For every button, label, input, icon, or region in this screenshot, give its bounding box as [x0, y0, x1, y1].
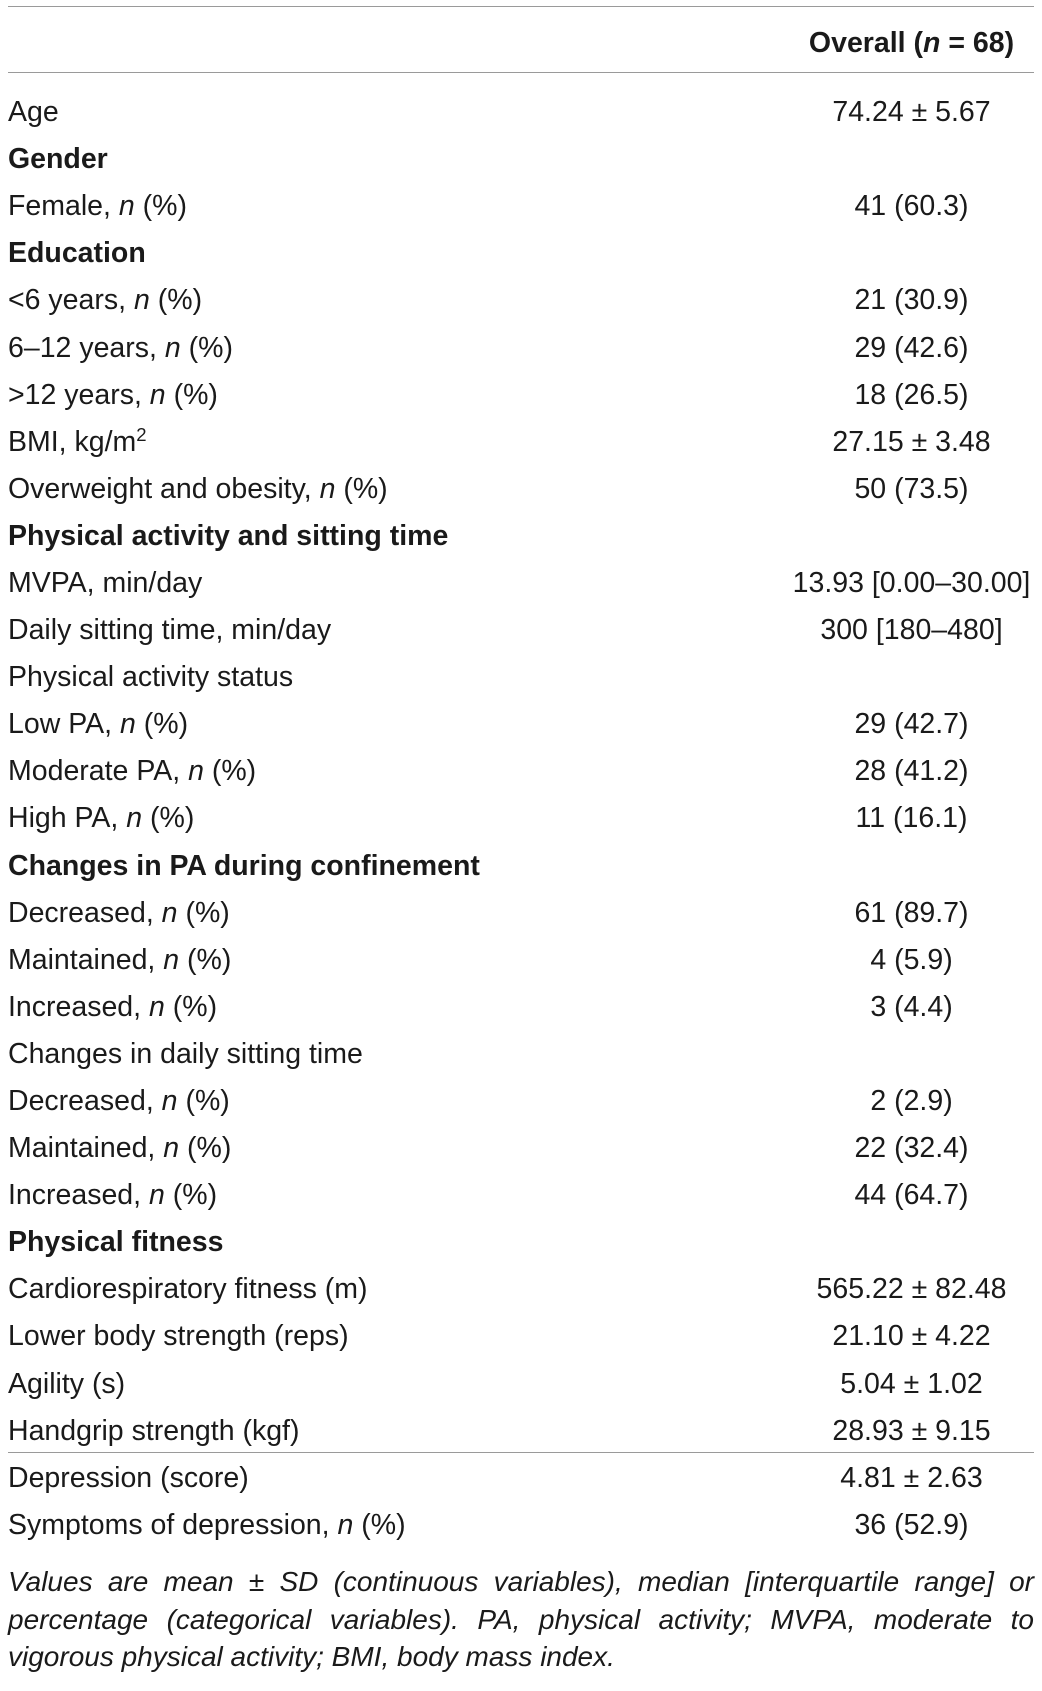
- row-label-text: Handgrip strength (kgf): [8, 1414, 300, 1447]
- section-header-row: [8, 513, 1034, 560]
- row-label-text: Cardiorespiratory fitness (m): [8, 1273, 368, 1306]
- row-label-suffix: (%): [335, 472, 388, 505]
- row-value: 18 (26.5): [854, 378, 969, 411]
- row-label: [8, 937, 789, 984]
- row-label: [8, 277, 789, 324]
- row-value: [789, 1031, 1034, 1078]
- header-overall-n: n: [922, 26, 941, 59]
- row-value: [789, 843, 1034, 890]
- row-label-italic: n: [188, 755, 204, 788]
- bottom-rule: [8, 1452, 1034, 1453]
- table-row: [8, 277, 1034, 324]
- row-value: [789, 654, 1034, 701]
- table-row: [8, 419, 1034, 466]
- row-label-text: <6 years,: [8, 284, 134, 317]
- table-row: [8, 701, 1034, 748]
- row-label: [8, 1408, 789, 1455]
- header-label-cell: [8, 10, 789, 76]
- row-label-text: Depression (score): [8, 1461, 249, 1494]
- header-overall-cell: [789, 10, 1034, 76]
- row-label: [8, 419, 789, 466]
- row-label-text: Overweight and obesity,: [8, 472, 320, 505]
- row-value: 29 (42.7): [854, 708, 969, 741]
- row-label-text: Gender: [8, 143, 108, 176]
- row-value: 21 (30.9): [854, 284, 969, 317]
- row-label-suffix: (%): [179, 943, 232, 976]
- spacer-row: [8, 76, 1034, 89]
- row-label-text: Low PA,: [8, 708, 120, 741]
- row-label-text: Physical activity and sitting time: [8, 519, 449, 552]
- section-header-row: [8, 1219, 1034, 1266]
- row-label: [8, 136, 789, 183]
- row-value: 28 (41.2): [854, 755, 969, 788]
- table-row: [8, 1266, 1034, 1313]
- row-label-text: Education: [8, 237, 146, 270]
- row-value: 4 (5.9): [870, 943, 953, 976]
- row-label: [8, 1078, 789, 1125]
- row-label: [8, 372, 789, 419]
- row-value: [789, 230, 1034, 277]
- row-value: 21.10 ± 4.22: [832, 1320, 991, 1353]
- row-label-italic: n: [337, 1508, 354, 1541]
- table-row: [8, 748, 1034, 795]
- row-label-suffix: (%): [177, 896, 230, 929]
- row-label: [8, 607, 789, 654]
- row-label-text: Maintained,: [8, 1132, 164, 1165]
- row-label-text: MVPA, min/day: [8, 566, 203, 599]
- row-label: [8, 1031, 789, 1078]
- row-label-text: Lower body strength (reps): [8, 1320, 349, 1353]
- row-label-italic: n: [164, 331, 181, 364]
- section-header-row: [8, 230, 1034, 277]
- row-value: 3 (4.4): [870, 990, 953, 1023]
- row-label-italic: n: [319, 472, 336, 505]
- section-header-row: [8, 843, 1034, 890]
- section-header-row: [8, 136, 1034, 183]
- row-label-text: Decreased,: [8, 896, 162, 929]
- row-value: 2 (2.9): [870, 1085, 953, 1118]
- row-label-text: Daily sitting time, min/day: [8, 614, 332, 647]
- row-label: [8, 1455, 789, 1502]
- row-label: [8, 984, 789, 1031]
- row-label-italic: n: [161, 1085, 178, 1118]
- row-label-text: Moderate PA,: [8, 755, 189, 788]
- row-label-text: Increased,: [8, 990, 149, 1023]
- row-value: 27.15 ± 3.48: [832, 425, 991, 458]
- row-label: [8, 466, 789, 513]
- row-label: [8, 183, 789, 230]
- top-rule: [8, 6, 1034, 7]
- row-label-text: BMI, kg/m: [8, 425, 137, 458]
- table-footnote: Values are mean ± SD (continuous variables), median [interquartile range] or percentage (categorical variables). PA, physical activity; MVPA, moderate to vigorous physical activity; BMI, body mass index.: [8, 1566, 1034, 1672]
- row-label-suffix: (%): [149, 284, 203, 317]
- row-label-italic: n: [133, 284, 150, 317]
- row-value: 5.04 ± 1.02: [840, 1367, 983, 1400]
- row-value: [789, 513, 1034, 560]
- row-label: [8, 1502, 789, 1549]
- row-label-suffix: (%): [177, 1085, 230, 1118]
- row-value: [789, 1219, 1034, 1266]
- row-label-suffix: (%): [164, 1179, 218, 1212]
- table-row: [8, 937, 1034, 984]
- row-value: 11 (16.1): [855, 802, 968, 835]
- row-value: 61 (89.7): [854, 896, 969, 929]
- row-label-suffix: (%): [164, 990, 218, 1023]
- row-label-italic: n: [149, 990, 165, 1023]
- row-value: 44 (64.7): [854, 1179, 969, 1212]
- row-value: 28.93 ± 9.15: [832, 1414, 991, 1447]
- row-label-text: Age: [8, 96, 59, 129]
- table-row: [8, 1313, 1034, 1360]
- table-row: [8, 183, 1034, 230]
- row-label-text: Maintained,: [8, 943, 164, 976]
- header-overall-prefix: Overall (: [808, 26, 923, 59]
- table-row: [8, 607, 1034, 654]
- table-row: [8, 466, 1034, 513]
- row-label-text: Physical fitness: [8, 1226, 224, 1259]
- row-label-superscript: 2: [136, 423, 147, 445]
- row-label-text: Decreased,: [8, 1085, 162, 1118]
- table-row: [8, 324, 1034, 371]
- table-row: [8, 372, 1034, 419]
- row-label-suffix: (%): [203, 755, 257, 788]
- row-label-italic: n: [119, 708, 136, 741]
- table-row: [8, 1125, 1034, 1172]
- row-label: [8, 1313, 789, 1360]
- row-label: [8, 1172, 789, 1219]
- row-label: [8, 560, 789, 607]
- row-label-italic: n: [163, 1132, 180, 1165]
- row-value: 300 [180–480]: [820, 614, 1003, 647]
- row-label-italic: n: [149, 378, 166, 411]
- row-label-text: Symptoms of depression,: [8, 1508, 338, 1541]
- table-row: [8, 890, 1034, 937]
- row-value: 41 (60.3): [854, 190, 969, 223]
- row-label-suffix: (%): [135, 708, 189, 741]
- table-row: [8, 1455, 1034, 1502]
- table-row: [8, 1078, 1034, 1125]
- row-value: 74.24 ± 5.67: [832, 96, 991, 129]
- row-label-text: Changes in PA during confinement: [8, 849, 480, 882]
- row-value: 50 (73.5): [854, 472, 969, 505]
- row-value: 4.81 ± 2.63: [840, 1461, 983, 1494]
- table-row: [8, 1361, 1034, 1408]
- row-label-text: Changes in daily sitting time: [8, 1037, 363, 1070]
- row-label-suffix: (%): [180, 331, 233, 364]
- row-label-italic: n: [126, 802, 143, 835]
- row-label: [8, 748, 789, 795]
- row-label-italic: n: [149, 1179, 165, 1212]
- row-label-text: Physical activity status: [8, 661, 294, 694]
- row-label-suffix: (%): [142, 802, 195, 835]
- row-label: [8, 890, 789, 937]
- row-label-suffix: (%): [165, 378, 218, 411]
- row-value: [789, 136, 1034, 183]
- row-label: [8, 701, 789, 748]
- row-label-text: High PA,: [8, 802, 127, 835]
- table-row: [8, 795, 1034, 842]
- row-label: [8, 654, 789, 701]
- header-row: [8, 10, 1034, 76]
- row-label: [8, 1361, 789, 1408]
- row-label: [8, 795, 789, 842]
- characteristics-table: [8, 10, 1034, 1549]
- row-label-italic: n: [163, 943, 180, 976]
- table-row: [8, 1172, 1034, 1219]
- row-label-italic: n: [161, 896, 178, 929]
- row-value: 36 (52.9): [854, 1508, 969, 1541]
- row-label: [8, 513, 789, 560]
- row-label: [8, 230, 789, 277]
- row-value: 29 (42.6): [854, 331, 969, 364]
- row-value: 22 (32.4): [854, 1132, 969, 1165]
- row-label-text: Female,: [8, 190, 119, 223]
- table-row: [8, 1031, 1034, 1078]
- row-label-text: 6–12 years,: [8, 331, 165, 364]
- row-label-suffix: (%): [353, 1508, 406, 1541]
- row-label: [8, 1125, 789, 1172]
- row-label: [8, 1266, 789, 1313]
- table-row: [8, 560, 1034, 607]
- table-row: [8, 89, 1034, 136]
- row-label-text: Increased,: [8, 1179, 149, 1212]
- table-row: [8, 654, 1034, 701]
- row-label: [8, 89, 789, 136]
- table-row: [8, 984, 1034, 1031]
- table-row: [8, 1502, 1034, 1549]
- row-value: 13.93 [0.00–30.00]: [792, 566, 1031, 599]
- row-label: [8, 324, 789, 371]
- row-label-italic: n: [118, 190, 135, 223]
- row-label-text: Agility (s): [8, 1367, 126, 1400]
- row-value: 565.22 ± 82.48: [816, 1273, 1007, 1306]
- row-label: [8, 1219, 789, 1266]
- header-overall-suffix: = 68): [940, 26, 1015, 59]
- row-label-suffix: (%): [179, 1132, 232, 1165]
- table-row: [8, 1408, 1034, 1455]
- row-label-text: >12 years,: [8, 378, 150, 411]
- row-label-suffix: (%): [134, 190, 187, 223]
- row-label: [8, 843, 789, 890]
